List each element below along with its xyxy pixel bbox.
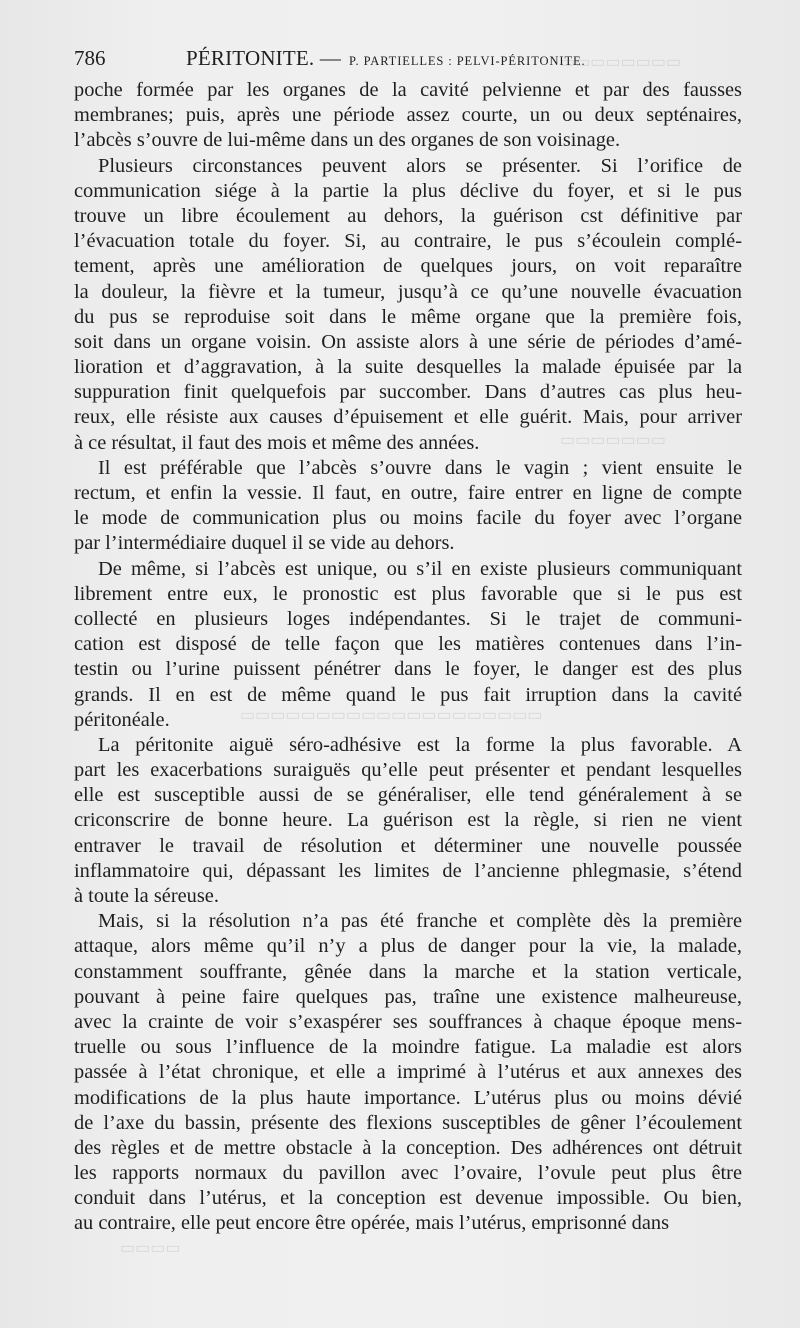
text-line: par l’intermédiaire duquel il se vide au dehors. xyxy=(74,532,455,555)
text-line: grands. Il en est de même quand le pus fait irruption dans la cavité xyxy=(74,683,742,706)
bleed-through-marks: ▭▭▭▭ xyxy=(120,1240,181,1257)
text-line: elle est susceptible aussi de se généraliser, elle tend généralement à se xyxy=(74,784,742,807)
bleed-through-marks: ▭▭▭▭▭▭▭ xyxy=(560,432,666,449)
text-line: entraver le travail de résolution et déterminer une nouvelle poussée xyxy=(74,834,742,857)
text-line: l’évacuation totale du foyer. Si, au contraire, le pus s’écoulein complé- xyxy=(74,230,742,253)
text-line: criconscrire de bonne heure. La guérison est la règle, si rien ne vient xyxy=(74,809,742,832)
paragraph xyxy=(74,733,742,909)
paragraph xyxy=(74,78,742,154)
text-line: péritonéale. xyxy=(74,708,170,731)
text-line: lioration et d’aggravation, à la suite desquelles la malade épuisée par la xyxy=(74,356,742,379)
text-line: passée à l’état chronique, et elle a imprimé à l’utérus et aux annexes des xyxy=(74,1061,742,1084)
text-line: la douleur, la fièvre et la tumeur, jusqu’à ce qu’une nouvelle évacuation xyxy=(74,280,742,303)
text-line: à toute la séreuse. xyxy=(74,885,219,907)
text-line: le mode de communication plus ou moins facile du foyer avec l’organe xyxy=(74,507,742,530)
text-line: l’abcès s’ouvre de lui-même dans un des organes de son voisinage. xyxy=(74,129,621,152)
paragraph xyxy=(74,557,742,733)
text-line: conduit dans l’utérus, et la conception est devenue impossible. Ou bien, xyxy=(74,1187,742,1210)
text-line: suppuration finit quelquefois par succomber. Dans d’autres cas plus heu- xyxy=(74,381,742,404)
paragraph xyxy=(74,154,742,456)
text-line: communication siége à la partie la plus déclive du foyer, et si le pus xyxy=(74,179,742,202)
running-head xyxy=(186,44,586,75)
text-line: des règles et de mettre obstacle à la conception. Des adhérences ont détruit xyxy=(74,1136,742,1159)
text-line: Mais, si la résolution n’a pas été franche et complète dès la première xyxy=(98,910,742,933)
text-line: modifications de la plus haute importance. L’utérus plus ou moins dévié xyxy=(74,1086,742,1109)
text-line: truelle ou sous l’influence de la moindre fatigue. La maladie est alors xyxy=(74,1036,742,1059)
text-line: De même, si l’abcès est unique, ou s’il en existe plusieurs communiquant xyxy=(98,557,742,580)
text-line: au contraire, elle peut encore être opérée, mais l’utérus, emprisonné dans xyxy=(74,1212,670,1235)
page-header xyxy=(74,44,742,72)
text-line: cation est disposé de telle façon que les matières contenues dans l’in- xyxy=(74,633,742,656)
text-line: membranes; puis, après une période assez courte, un ou deux septénaires, xyxy=(74,104,742,127)
text-line: les rapports normaux du pavillon avec l’ovaire, l’ovule peut plus être xyxy=(74,1162,742,1185)
text-line: à ce résultat, il faut des mois et même des années. xyxy=(74,431,480,454)
bleed-through-marks: ▭▭▭▭▭▭▭▭▭▭▭▭▭▭▭▭▭▭▭▭ xyxy=(240,707,543,724)
running-head-title: PÉRITONITE. — xyxy=(186,46,342,70)
page-number: 786 xyxy=(74,46,106,70)
paragraph xyxy=(74,909,742,1236)
text-line: part les exacerbations suraiguës qu’elle peut présenter et pendant lesquelles xyxy=(74,759,742,782)
text-line: pouvant à peine faire quelques pas, traîne une existence malheureuse, xyxy=(74,985,742,1008)
text-line: avec la crainte de voir s’exaspérer ses souffrances à chaque époque mens- xyxy=(74,1010,742,1033)
body-text xyxy=(74,78,742,1237)
text-line: reux, elle résiste aux causes d’épuisement et elle guérit. Mais, pour arriver xyxy=(74,406,742,429)
text-line: de l’axe du bassin, présente des flexions susceptibles de gêner l’écoulement xyxy=(74,1111,742,1134)
text-line: poche formée par les organes de la cavité pelvienne et par des fausses xyxy=(74,79,742,101)
text-line: La péritonite aiguë séro-adhésive est la forme la plus favorable. A xyxy=(98,733,742,756)
text-line: constamment souffrante, gênée dans la marche et la station verticale, xyxy=(74,960,742,983)
text-line: attaque, alors même qu’il n’y a plus de danger pour la vie, la malade, xyxy=(74,935,742,958)
text-line: testin ou l’urine puissent pénétrer dans le foyer, le danger est des plus xyxy=(74,658,742,681)
text-line: du pus se reproduise soit dans le même organe que la première fois, xyxy=(74,305,742,328)
running-head-subtitle: P. PARTIELLES : PELVI-PÉRITONITE. xyxy=(349,54,586,68)
text-line: trouve un libre écoulement au dehors, la guérison cst définitive par xyxy=(74,204,742,227)
paragraph xyxy=(74,456,742,557)
text-line: rectum, et enfin la vessie. Il faut, en outre, faire entrer en ligne de compte xyxy=(74,482,742,504)
text-line: soit dans un organe voisin. On assiste alors à une série de périodes d’amé- xyxy=(74,330,742,353)
text-line: librement entre eux, le pronostic est plus favorable que si le pus est xyxy=(74,582,742,605)
bleed-through-marks: ▭▭▭▭▭▭▭▭ xyxy=(560,54,681,71)
text-line: collecté en plusieurs loges indépendantes. Si le trajet de communi- xyxy=(74,607,742,630)
text-line: Plusieurs circonstances peuvent alors se présenter. Si l’orifice de xyxy=(98,154,742,177)
text-line: tement, après une amélioration de quelques jours, on voit reparaître xyxy=(74,255,742,278)
text-line: Il est préférable que l’abcès s’ouvre dans le vagin ; vient ensuite le xyxy=(98,456,742,479)
text-line: inflammatoire qui, dépassant les limites de l’ancienne phlegmasie, s’étend xyxy=(74,859,742,882)
